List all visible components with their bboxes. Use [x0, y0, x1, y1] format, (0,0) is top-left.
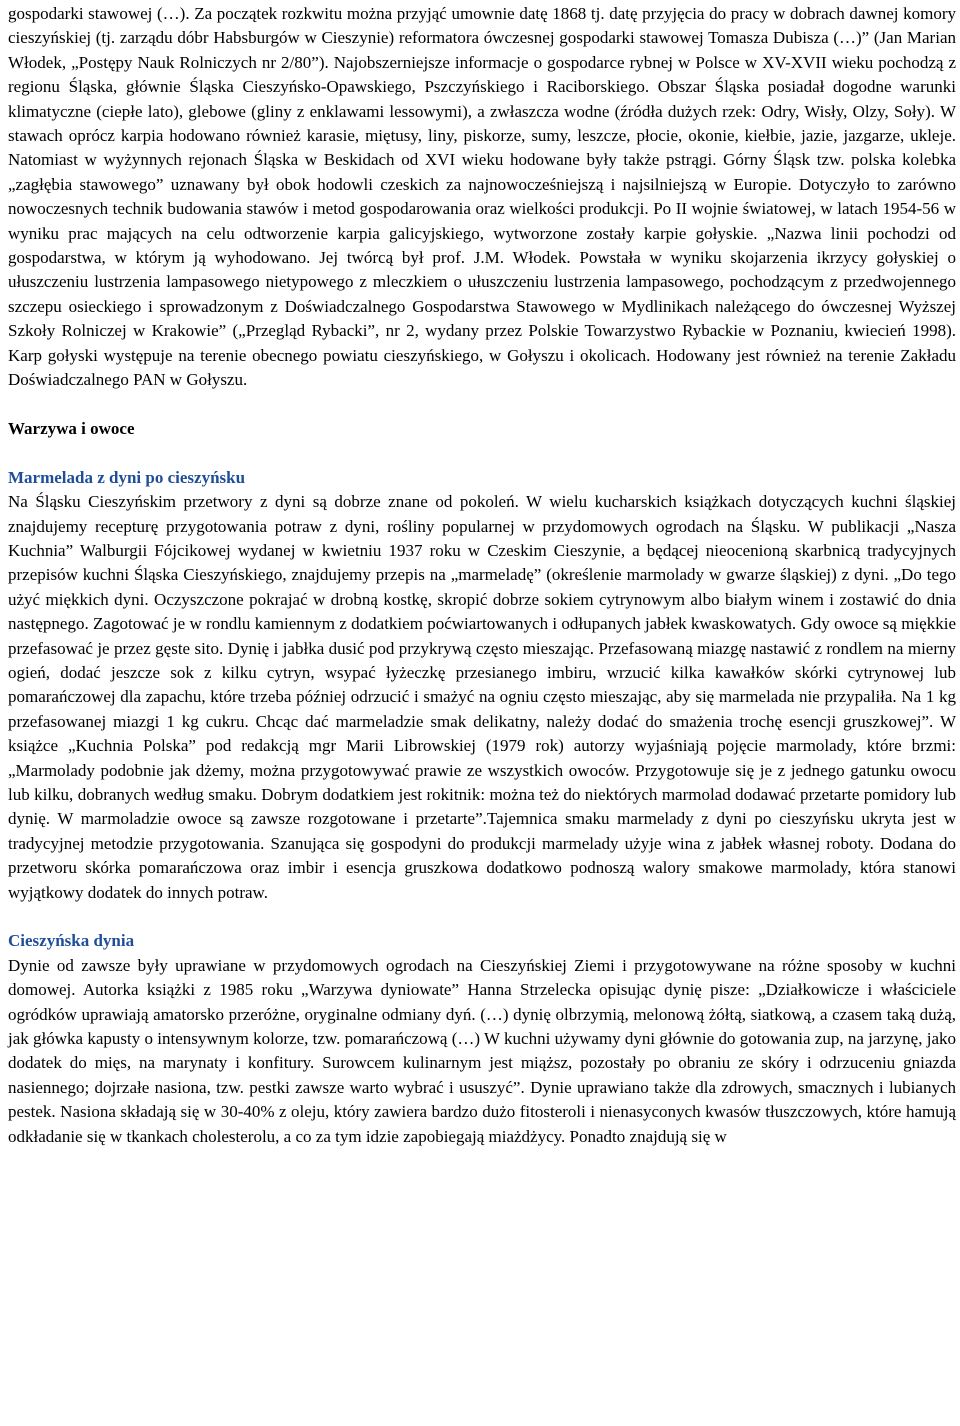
intro-paragraph: gospodarki stawowej (…). Za początek rozkwitu można przyjąć umownie datę 1868 tj. datę przyjęcia do pracy w dobrach dawnej komory cieszyńskiej (tj. zarządu dóbr Habsburgów w Cieszynie) reformatora ówczesnej gospodarki stawowej Tomasza Dubisza (…)” (Jan Marian Włodek, „Postępy Nauk Rolniczych nr 2/80”). Najobszerniejsze informacje o gospodarce rybnej w Polsce w XV-XVII wieku pochodzą z regionu Śląska, głównie Śląska Cieszyńsko-Opawskiego, Pszczyńskiego i Raciborskiego. Obszar Śląska posiadał dogodne warunki klimatyczne (ciepłe lato), glebowe (gliny z enklawami lessowymi), a zwłaszcza wodne (źródła dużych rzek: Odry, Wisły, Olzy, Soły). W stawach oprócz karpia hodowano również karasie, miętusy, liny, piskorze, sumy, leszcze, płocie, okonie, kiełbie, jazie, jazgarze, ukleje. Natomiast w wyżynnych rejonach Śląska w Beskidach od XVI wieku hodowane były także pstrągi. Górny Śląsk tzw. polska kolebka „zagłębia stawowego” uznawany był obok hodowli czeskich za najnowocześniejszą i najsilniejszą w Europie. Dotyczyło to zarówno nowoczesnych technik budowania stawów i metod gospodarowania oraz wielkości produkcji. Po II wojnie światowej, w latach 1954-56 w wyniku prac mających na celu odtworzenie karpia galicyjskiego, wytworzone zostały karpie gołyskie. „Nazwa linii pochodzi od gospodarstwa, w którym ją wyhodowano. Jej twórcą był prof. J.M. Włodek. Powstała w wyniku skojarzenia ikrzycy gołyskiej o ułuszczeniu lustrzenia lampasowego nietypowego z mleczkiem o ułuszczeniu lustrzenia lampasowego, pochodzącym z przedwojennego szczepu osieckiego i sprowadzonym z Doświadczalnego Gospodarstwa Stawowego w Mydlinikach należącego do ówczesnej Wyższej Szkoły Rolniczej w Krakowie” („Przegląd Rybacki”, nr 2, wydany przez Polskie Towarzystwo Rybackie w Poznaniu, kwiecień 1998). Karp gołyski występuje na terenie obecnego powiatu cieszyńskiego, w Gołyszu i okolicach. Hodowany jest również na terenie Zakładu Doświadczalnego PAN w Gołyszu.	[8, 4, 956, 390]
marmalade-heading: Marmelada z dyni po cieszyńsku	[8, 467, 246, 487]
pumpkin-paragraph: Dynie od zawsze były uprawiane w przydomowych ogrodach na Cieszyńskiej Ziemi i przygotowywane na różne sposoby w kuchni domowej. Autorka książki z 1985 roku „Warzywa dyniowate” Hanna Strzelecka opisując dynię pisze: „Działkowicze i właściciele ogródków uprawiają amatorsko przeróżne, oryginalne odmiany dyń. (…) dynię olbrzymią, melonową żółtą, siatkową, a czasem taką dużą, jak główka kapusty o intensywnym kolorze, tzw. pomarańczową (…) W kuchni używamy dyni głównie do gotowania zup, na jarzynę, jako dodatek do mięs, na marynaty i konfitury. Surowcem kulinarnym jest miąższ, pozostały po obraniu ze skóry i odrzuceniu gniazda nasiennego; dojrzałe nasiona, tzw. pestki zawsze warto wybrać i ususzyć”. Dynie uprawiano także dla zdrowych, smacznych i lubianych pestek. Nasiona składają się w 30-40% z oleju, który zawiera bardzo dużo fitosteroli i nienasyconych kwasów tłuszczowych, które hamują odkładanie się w tkankach cholesterolu, a co za tym idzie zapobiegają miażdżycy. Ponadto znajdują się w	[8, 955, 956, 1146]
marmalade-paragraph: Na Śląsku Cieszyńskim przetwory z dyni są dobrze znane od pokoleń. W wielu kucharskich książkach dotyczących kuchni śląskiej znajdujemy recepturę przygotowania potraw z dyni, rośliny popularnej w przydomowych ogrodach na Śląsku. W publikacji „Nasza Kuchnia” Walburgii Fójcikowej wydanej w kwietniu 1937 roku w Czeskim Cieszynie, a będącej nieocenioną skarbnicą tradycyjnych przepisów kuchni Śląska Cieszyńskiego, znajdujemy przepis na „marmeladę” (określenie marmolady w gwarze śląskiej) z dyni. „Do tego użyć miękkich dyni. Oczyszczone pokrajać w drobną kostkę, skropić dobrze sokiem cytrynowym albo białym winem i zostawić do dnia następnego. Zagotować je w rondlu kamiennym z dodatkiem poćwiartowanych i odłupanych jabłek kwaskowatych. Gdy owoce są miękkie przefasować je przez gęste sito. Dynię i jabłka dusić pod przykrywą często mieszając. Przefasowaną miazgę nastawić z rondlem na mierny ogień, dodać jeszcze sok z kilku cytryn, wsypać łyżeczkę przesianego imbiru, wrzucić kilka kawałków skórki cytrynowej lub pomarańczowej dla zapachu, które trzeba później odrzucić i smażyć na ogniu często mieszając, aby się marmelada nie przypaliła. Na 1 kg przefasowanej miazgi 1 kg cukru. Chcąc dać marmeladzie smak delikatny, należy dodać do smażenia trochę esencji gruszkowej”. W książce „Kuchnia Polska” pod redakcją mgr Marii Librowskiej (1979 rok) autorzy wyjaśniają pojęcie marmolady, które brzmi: „Marmolady podobnie jak dżemy, można przygotowywać prawie ze wszystkich owoców. Przygotowuje się je z jednego gatunku owocu lub kilku, dobranych według smaku. Dobrym dodatkiem jest rokitnik: można też do niektórych marmolad dodawać przetarte pomidory lub dynię. W marmoladzie owoce są zawsze rozgotowane i przetarte”.Tajemnica smaku marmelady z dyni po cieszyńsku ukryta jest w tradycyjnej metodzie przygotowania. Szanująca się gospodyni do produkcji marmelady użyje wina z jabłek własnej roboty. Dodana do przetworu skórka pomarańczowa oraz imbir i esencja gruszkowa dodatkowo podnoszą walory smakowe marmolady, która stanowi wyjątkowy dodatek do innych potraw.	[8, 492, 956, 902]
spacer	[8, 905, 956, 929]
spacer	[8, 441, 956, 465]
pumpkin-heading: Cieszyńska dynia	[8, 931, 135, 951]
section-heading: Warzywa i owoce	[8, 418, 135, 438]
spacer	[8, 393, 956, 417]
document-page	[8, 2, 956, 1149]
